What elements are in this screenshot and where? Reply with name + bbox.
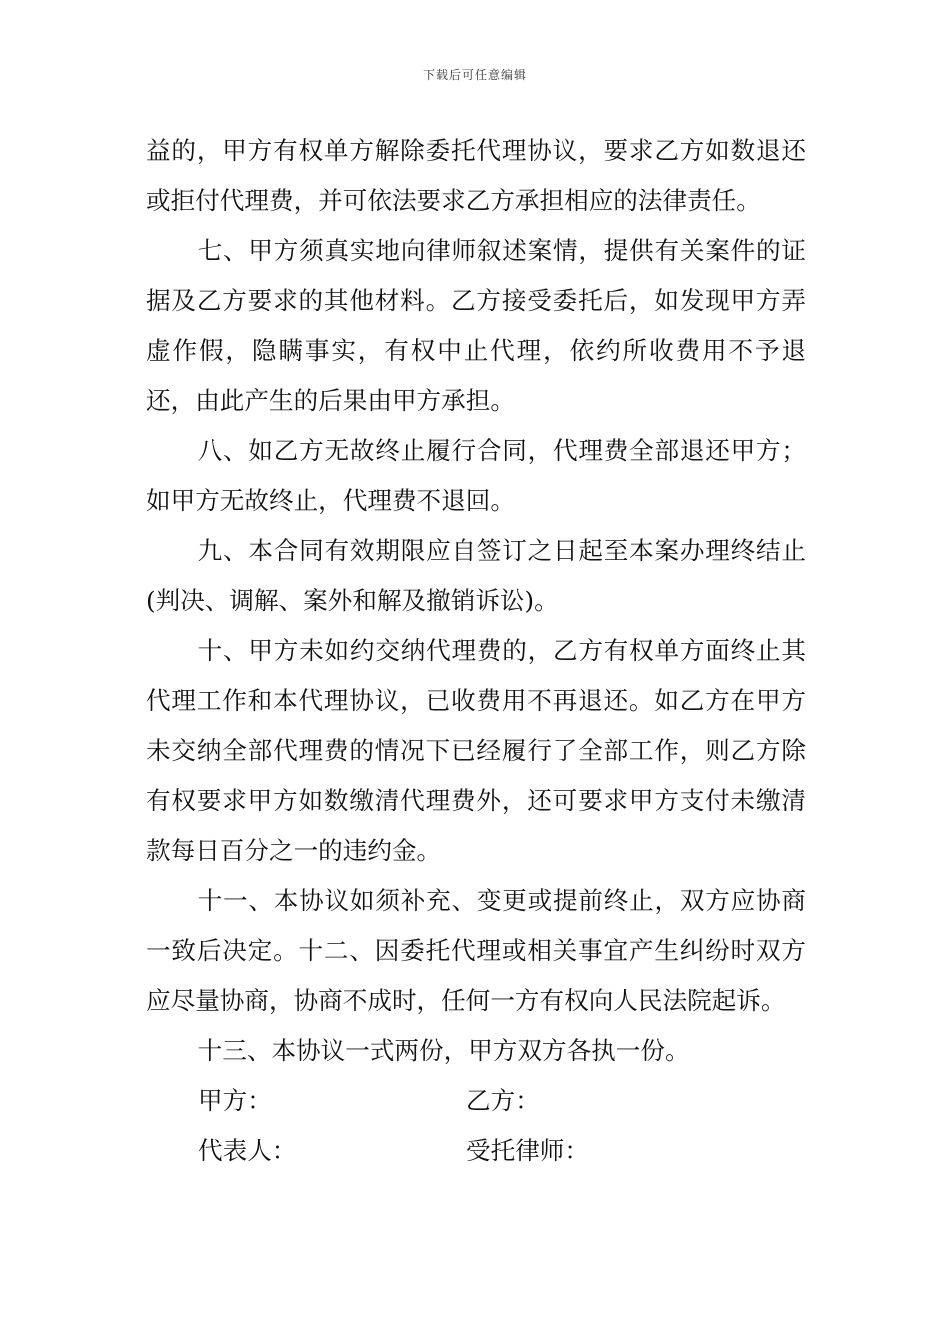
- signature-row-signers: [146, 1126, 806, 1176]
- page-header-note: 下载后可任意编辑: [422, 68, 527, 82]
- paragraph-clause-9: 九、本合同有效期限应自签订之日起至本案办理终结止(判决、调解、案外和解及撤销诉讼)。: [146, 536, 806, 615]
- paragraph-clause-13: 十三、本协议一式两份，甲方双方各执一份。: [197, 1036, 690, 1065]
- party-a-label: 甲方：: [198, 1086, 272, 1115]
- paragraph-clause-7: 七、甲方须真实地向律师叙述案情，提供有关案件的证据及乙方要求的其他材料。乙方接受委托后，如发现甲方弄虚作假，隐瞒事实，有权中止代理，依约所收费用不予退还，由此产生的后果由甲方承担。: [146, 236, 806, 415]
- paragraph-clause-11-12: 十一、本协议如须补充、变更或提前终止，双方应协商一致后决定。十二、因委托代理或相关事宜产生纠纷时双方应尽量协商，协商不成时，任何一方有权向人民法院起诉。: [146, 886, 806, 1015]
- signature-row-parties: [146, 1076, 806, 1126]
- party-b-label: 乙方：: [466, 1086, 540, 1115]
- document-body: [146, 126, 806, 1176]
- lawyer-label: 受托律师：: [466, 1136, 589, 1165]
- representative-label: 代表人：: [198, 1136, 297, 1165]
- paragraph-clause-10: 十、甲方未如约交纳代理费的，乙方有权单方面终止其代理工作和本代理协议，已收费用不再退还。如乙方在甲方未交纳全部代理费的情况下已经履行了全部工作，则乙方除有权要求甲方如数缴清代理费外，还可要求甲方支付未缴清款每日百分之一的违约金。: [146, 636, 806, 865]
- paragraph-clause-8: 八、如乙方无故终止履行合同，代理费全部退还甲方；如甲方无故终止，代理费不退回。: [146, 436, 806, 515]
- paragraph-continuation: 益的，甲方有权单方解除委托代理协议，要求乙方如数退还或拒付代理费，并可依法要求乙方承担相应的法律责任。: [146, 136, 806, 215]
